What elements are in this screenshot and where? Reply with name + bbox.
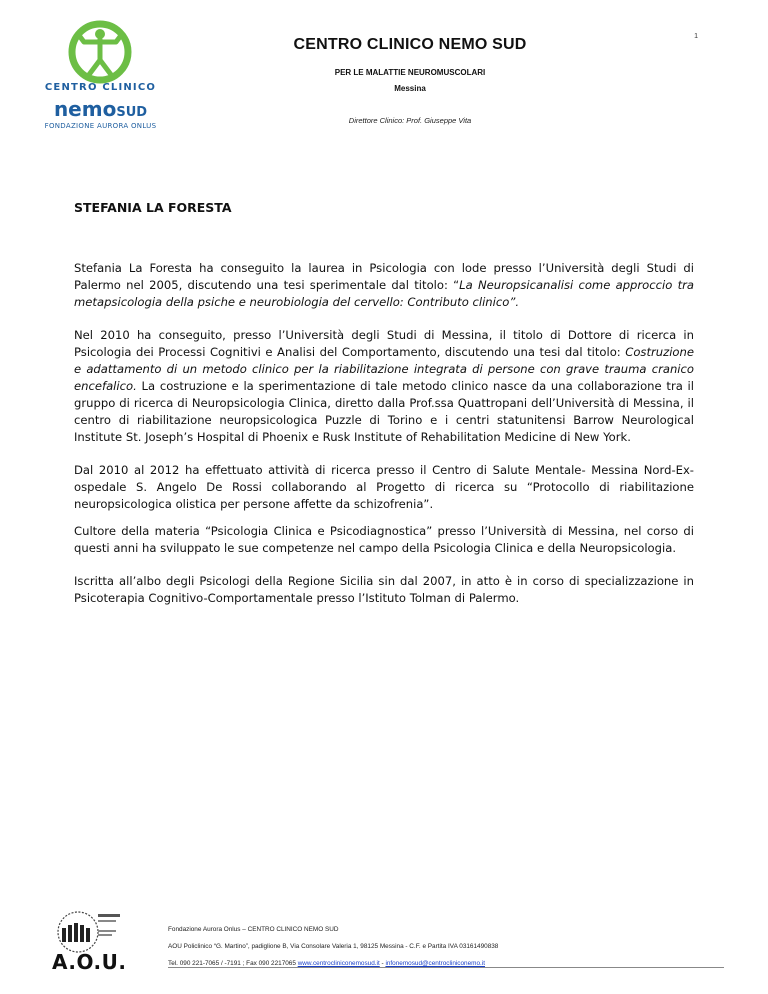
thesis-title-laurea: La Neuropsicanalisi come approccio tra metapsicologia della psiche e neurobiologia del cervello: Contributo clinico”. — [74, 278, 694, 309]
footer-phone-fax: Tel. 090 221-7065 / -7191 ; Fax 090 2217065 — [168, 960, 298, 967]
aou-logo — [48, 908, 128, 978]
website-link[interactable]: www.centrocliniconemosud.it — [297, 960, 380, 967]
paragraph-phd-text-continued: La costruzione e la sperimentazione di tale metodo clinico nasce da una collaborazione tra il gruppo di ricerca di Neuropsicologia Clinica, diretto dalla Prof.ssa Quattropani dell’Università di Messina, il centro di riabilitazione neuropsicologica Puzzle di Torino e i centri statunitensi Barrow Neurological Institute St. Joseph’s Hospital di Phoenix e Rusk Institute of Rehabilitation Medicine di New York. — [74, 379, 694, 444]
footer-separator: - — [379, 960, 386, 967]
footer-address — [168, 921, 498, 972]
paragraph-albo: Iscritta all’albo degli Psicologi della Regione Sicilia sin dal 2007, in atto è in corso di specializzazione in Psicoterapia Cognitivo-Comportamentale presso l’Istituto Tolman di Palermo. — [74, 574, 694, 605]
aou-logo-text: A.O.U. — [52, 950, 127, 974]
person-name-heading: STEFANIA LA FORESTA — [74, 200, 232, 215]
page-number: 1 — [694, 33, 698, 40]
footer-line-contacts — [168, 955, 498, 972]
paragraph-phd-text: Nel 2010 ha conseguito, presso l’Università degli Studi di Messina, il titolo di Dottore di ricerca in Psicologia dei Processi Cognitivi e Analisi del Comportamento, discutendo una tesi dal titolo: — [74, 328, 694, 359]
logo-text-nemo-suffix: SUD — [116, 105, 148, 120]
thesis-title-phd: Costruzione e adattamento di un metodo clinico per la riabilitazione integrata di persone con grave trauma cranico encefalico. — [74, 345, 694, 393]
letterhead-director: Direttore Clinico: Prof. Giuseppe Vita — [348, 116, 472, 125]
paragraph-cultore: Cultore della materia “Psicologia Clinica e Psicodiagnostica” presso l’Università di Messina, nel corso di questi anni ha sviluppato le sue competenze nel campo della Psicologia Clinica e della Neuropsicologia. — [74, 524, 694, 555]
logo-text-fondazione: FONDAZIONE AURORA ONLUS — [44, 122, 157, 130]
footer-line-address: AOU Policlinico “G. Martino”, padiglione B, Via Consolare Valeria 1, 98125 Messina - C.F. e Partita IVA 03161490838 — [168, 943, 499, 950]
logo-text-centro-clinico: CENTRO CLINICO — [44, 82, 157, 93]
footer-line-foundation: Fondazione Aurora Onlus – CENTRO CLINICO NEMO SUD — [168, 926, 339, 933]
logo-text-nemo-main: nemo — [53, 97, 117, 121]
vitruvian-figure-icon — [38, 20, 163, 84]
letterhead-subtitle: PER LE MALATTIE NEUROMUSCOLARI — [334, 68, 486, 77]
nemo-sud-logo — [38, 20, 163, 138]
biography-text — [74, 260, 694, 623]
paragraph-education — [74, 260, 694, 311]
letterhead-city: Messina — [394, 84, 426, 93]
letterhead-title: CENTRO CLINICO NEMO SUD — [293, 36, 527, 53]
paragraph-education-text: Stefania La Foresta ha conseguito la laurea in Psicologia con lode presso l’Università degli Studi di Palermo nel 2005, discutendo una tesi sperimentale dal titolo: “ — [74, 261, 694, 292]
email-link[interactable]: infonemosud@centrocliniconemo.it — [385, 960, 485, 967]
paragraph-research: Dal 2010 al 2012 ha effettuato attività di ricerca presso il Centro di Salute Mentale- Messina Nord-Ex-ospedale S. Angelo De Rossi collaborando al Progetto di ricerca su “Protocollo di riabilitazione neuropsicologica olistica per persone affette da schizofrenia”. — [74, 463, 694, 511]
paragraph-phd — [74, 327, 694, 446]
logo-text-nemo — [38, 98, 163, 124]
footer-divider — [168, 967, 724, 968]
